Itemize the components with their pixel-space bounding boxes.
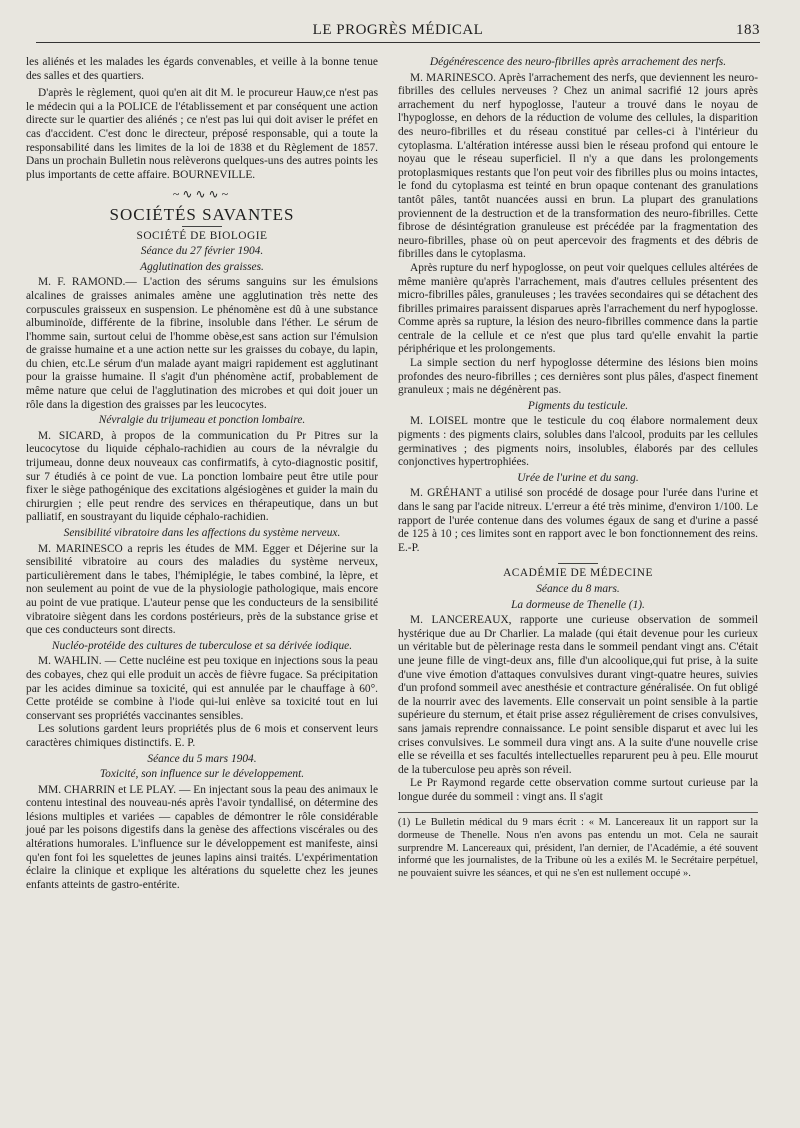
subheading: Dégénérescence des neuro-fibrilles après arrachement des nerfs. [429,56,727,68]
paragraph: M. WAHLIN. — Cette nucléine est peu toxique en injections sous la peau des cobayes, chez qui elle produit un accès de fièvre fugace. Sa précipitation par les acides diminue sa toxicité, qui est annulée par le chauffage à 60°. Cette protéide se combine à l'iode qui-lui enlève sa toxicité tout en lui conservant ses propriétés vaccinantes sensibles. [26,655,378,722]
paragraph: M. MARINESCO a repris les études de MM. Egger et Déjerine sur la sensibilité vibratoire au cours des maladies du système nerveux, particulièrement dans le tabes, l'hémiplégie, le tabes combiné, la lèpre, et non seulement au point de vue de la physiologie pathologique, mais encore au point de vue pratique. L'auteur pense que les conducteurs de la sensibilité vibratoire siègent dans les cordons postérieurs, près de la substance grise et que ces conducteurs sont directs. [26,542,378,637]
subheading: Agglutination des graisses. [140,260,264,273]
paragraph: MM. CHARRIN et LE PLAY. — En injectant sous la peau des animaux le contenu intestinal des nouveau-nés après l'avoir tyndallisé, on détermine des lésions multiples et variées — capables de démontrer le rôle considérable joué par les poisons digestifs dans la genèse des affections viscérales ou des altérations humorales. L'influence sur le développement est manifeste, ainsi qu'en font foi les squelettes de jeunes lapins ainsi traités. L'expérimentation éclaire la clinique et explique les altérations du squelette chez les jeunes enfants atteints de gastro-entérite. [26,783,378,891]
paragraph: les aliénés et les malades les égards convenables, et veille à la bonne tenue des salles et des quartiers. [26,56,378,82]
right-column [398,56,758,880]
rule [558,563,598,564]
subheading: Nucléo-protéide des cultures de tuberculose et sa dérivée iodique. [51,639,353,652]
left-column [26,56,378,892]
subheading: Sensibilité vibratoire dans les affections du système nerveux. [63,527,341,539]
footnote: (1) Le Bulletin médical du 9 mars écrit : « M. Lancereaux lit un rapport sur la dormeuse de Thenelle. Nous n'en avons pas entendu un mot. Cela ne saurait surprendre M. Lancereaux qui, président, l'an dernier, de l'Académie, a été souvent informé que les journalistes, de la Tribune où les a exilés M. le Secrétaire perpétuel, ne pouvaient suivre les séances, et qui ne s'en est nullement occupé ». [398,812,758,880]
running-header [36,20,760,43]
rule [182,226,222,227]
paragraph: Le Pr Raymond regarde cette observation comme surtout curieuse par la longue durée du sommeil : vingt ans. Il s'agit [398,777,758,803]
paragraph: D'après le règlement, quoi qu'en ait dit M. le procureur Hauw,ce n'est pas le médecin qui a la POLICE de l'établissement et par conséquent une action directe sur le quartier des aliénés ; ce n'est pas lui qui doit aviser le préfet en cas d'accident. C'est donc le directeur, préposé responsable, qui a toute la responsabilité dans les limites de la loi de 1838 et du Règlement de 1857. Dans un prochain Bulletin nous relèverons quelques-uns des autres points les plus importants de cette affaire. BOURNEVILLE. [26,87,378,181]
paragraph: La simple section du nerf hypoglosse détermine des lésions bien moins profondes des neuro-fibrilles ; ces dernières sont plus pâles, d'aspect finement granuleux ; mais ne dégénèrent pas. [398,357,758,397]
session-date: Séance du 5 mars 1904. [147,752,257,765]
paragraph: M. LANCEREAUX, rapporte une curieuse observation de sommeil hystérique due au Dr Charlier. La malade (qui était devenue pour les curieux un véritable but de pèlerinage resta dans le sommeil pendant vingt ans. C'était une jeune fille de vingt-deux ans, fille d'un alcoolique,qui fut prise, à la suite d'une vive émotion d'attaques convulsives durant vingt-quatre heures, suivies d'un profond sommeil avec anesthésie et contracture généralisée. On fut obligé de la nourrir avec des lavements. Elle conservait un point sensible à la partie supérieure du sternum, et était prise assez régulièrement de crises convulsives, sans jamais reprendre connaissance. Le point sensible disparut et avec lui les crises convulsives. Le sommeil dura vingt ans. A la suite d'une nouvelle crise elle se réveilla et ses facultés intellectuelles reparurent peu à peu. Elle mourut de la tuberculose peu après son réveil. [398,614,758,776]
subheading: La dormeuse de Thenelle (1). [511,598,645,611]
section-title: SOCIÉTÉS SAVANTES [109,204,295,224]
paragraph: M. SICARD, à propos de la communication du Pr Pitres sur la leucocytose du liquide céphalo-rachidien au cours de la névralgie du trijumeau, donne deux nouveaux cas confirmatifs, à cyto-diagnostic positif, sur 7 étudiés à ce point de vue. La ponction lombaire peut être utile pour fixer le siège pathogénique des excitations algésiogènes et guider la main du chirurgien ; elle peut rendre des services en thérapeutique, dans un but palliatif, en soustrayant du liquide céphalo-rachidien. [26,429,378,524]
paragraph: Les solutions gardent leurs propriétés plus de 6 mois et conservent leurs caractères chimiques distinctifs. E. P. [26,723,378,749]
paragraph: M. GRÉHANT a utilisé son procédé de dosage pour l'urée dans l'urine et dans le sang par l'acide nitreux. L'erreur a été très minime, d'environ 1/100. Le rapport de l'urée contenue dans des volumes égaux de sang et d'urine a passé de 125 à 10 ; ces limites sont en rapport avec le bon fonctionnement des reins. E.-P. [398,487,758,554]
ornament-divider: ~∿∿∿~ [172,187,232,202]
society-heading: SOCIÉTÉ DE BIOLOGIE [136,229,268,242]
subheading: Toxicité, son influence sur le développement. [99,768,305,781]
session-date: Séance du 27 février 1904. [140,245,264,258]
subheading: Névralgie du trijumeau et ponction lombaire. [98,414,306,427]
academy-heading: ACADÉMIE DE MÉDECINE [503,567,653,580]
subheading: Urée de l'urine et du sang. [517,471,639,484]
paragraph: M. LOISEL montre que le testicule du coq élabore normalement deux pigments : des pigments clairs, solubles dans l'alcool, produits par les cellules germinatives ; des pigments noirs, insolubles, élaborés par des cellules conjonctives hypertrophiées. [398,415,758,469]
journal-title: LE PROGRÈS MÉDICAL [312,22,484,38]
paragraph: M. F. RAMOND.— L'action des sérums sanguins sur les émulsions alcalines de graisses animales amène une agglutination très nette des corpuscules graisseux en suspension. Le phénomène est dû à une substance albuminoïde, différente de la fibrine, insoluble dans l'éther. Le sérum de l'homme sain, surtout celui de l'homme obèse,est sans action sur l'émulsion de graisse humaine et a une action nette sur les graisses du cobaye, du lapin, du chien, etc.Le sérum d'un malade ayant maigri rapidement est agglutinant pour la graisse humaine. Il s'agit d'un phénomène actif, probablement de même nature que celui de l'agglutination des microbes et qui doit jouer un rôle dans la digestion des graisses par les leucocytes. [26,276,378,411]
page-number: 183 [736,22,760,38]
subheading: Pigments du testicule. [527,399,629,412]
paragraph: M. MARINESCO. Après l'arrachement des nerfs, que deviennent les neuro-fibrilles des cellules nerveuses ? Chez un animal sacrifié 12 jours après arrachement du nerf hypoglosse, l'auteur a trouvé dans le noyau de l'hypoglosse, en dehors de la réduction de volume des cellules, la disparition des neuro-fibrilles et du réseau constitué par celles-ci à l'intérieur du cytoplasma. L'altération intéresse aussi bien le réseau profond qui entoure le noyau que le réseau superficiel. Il n'y a que dans les prolongements protoplasmiques restants que l'on peut voir des fibrilles plus ou moins intactes, le fond du cytoplasma est teinté en brun opaque contenant des granulations tantôt pâles, tantôt nuancées aussi en brun. La plupart des granulations proviennent de la destruction et de la transformation des neuro-fibrilles. Cette fibrose de désintégration granuleuse est précédée par la fragmentation des neuro-fibrilles, phase où on peut apercevoir des fragments et des débris de fibrilles dans le cytoplasma. [398,71,758,261]
paragraph: Après rupture du nerf hypoglosse, on peut voir quelques cellules altérées de même manière qu'après l'arrachement, mais d'autres cellules présentent des micro-fibrilles pâles, granuleuses ; les travées secondaires qui se détachent des fibrilles primaires paraissent disparues après l'arrachement du nerf hypoglosse. Comme après sa rupture, la lésion des neuro-fibrilles commence dans la partie centrale de la cellule et ce n'est que plus tard qu'elle envahit la partie périphérique et les prolongements. [398,261,758,356]
session-date: Séance du 8 mars. [536,582,620,595]
